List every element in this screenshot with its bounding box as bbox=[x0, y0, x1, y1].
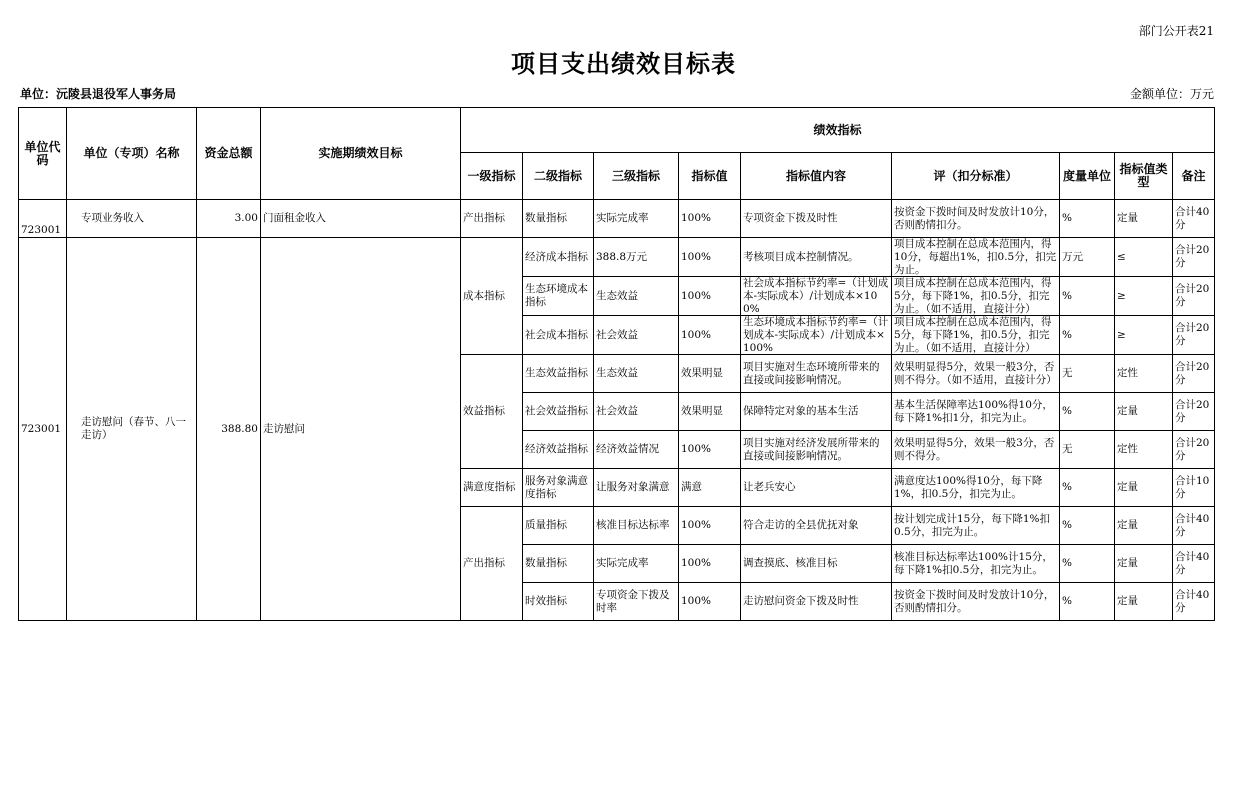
cell-level3: 生态效益 bbox=[594, 355, 679, 393]
cell-remark: 合计40分 bbox=[1173, 507, 1215, 545]
cell-content: 项目实施对生态环境所带来的直接或间接影响情况。 bbox=[741, 355, 892, 393]
cell-measure-unit: 万元 bbox=[1060, 238, 1115, 277]
cell-value-type: 定量 bbox=[1115, 200, 1173, 238]
cell-level1: 满意度指标 bbox=[461, 469, 523, 507]
header-level1: 一级指标 bbox=[461, 153, 523, 200]
unit-label: 单位：沅陵县退役军人事务局 bbox=[20, 87, 177, 101]
cell-value: 效果明显 bbox=[679, 393, 741, 431]
header-indicators: 绩效指标 bbox=[461, 108, 1215, 153]
cell-content bbox=[741, 316, 892, 355]
cell-content: 让老兵安心 bbox=[741, 469, 892, 507]
cell-level2: 社会效益指标 bbox=[523, 393, 594, 431]
cell-value: 100% bbox=[679, 545, 741, 583]
content-text: 社会成本指标节约率=（计划成本-实际成本）/计划成本×100% bbox=[743, 277, 889, 315]
header-level3: 三级指标 bbox=[594, 153, 679, 200]
cell-level3: 388.8万元 bbox=[594, 238, 679, 277]
cell-criteria: 基本生活保障率达100%得10分，每下降1%扣1分，扣完为止。 bbox=[892, 393, 1060, 431]
cell-content: 项目实施对经济发展所带来的直接或间接影响情况。 bbox=[741, 431, 892, 469]
cell-criteria: 核准目标达标率达100%计15分，每下降1%扣0.5分，扣完为止。 bbox=[892, 545, 1060, 583]
cell-value-type: 定量 bbox=[1115, 393, 1173, 431]
cell-remark: 合计20分 bbox=[1173, 316, 1215, 355]
cell-level2: 数量指标 bbox=[523, 200, 594, 238]
cell-level1: 成本指标 bbox=[461, 238, 523, 355]
cell-unit-code: 723001 bbox=[19, 200, 67, 238]
header-project-name: 单位（专项）名称 bbox=[67, 108, 197, 200]
cell-level2: 服务对象满意度指标 bbox=[523, 469, 594, 507]
cell-value: 100% bbox=[679, 507, 741, 545]
cell-measure-unit: 无 bbox=[1060, 431, 1115, 469]
criteria-text: 项目成本控制在总成本范围内，得5分，每下降1%，扣0.5分，扣完为止。（如不适用，直接计分） bbox=[894, 316, 1052, 354]
cell-criteria: 按资金下拨时间及时发放计10分，否则酌情扣分。 bbox=[892, 200, 1060, 238]
cell-content: 调查摸底、核准目标 bbox=[741, 545, 892, 583]
criteria-text: 项目成本控制在总成本范围内，得10分，每超出1%，扣0.5分，扣完为止。 bbox=[894, 238, 1057, 276]
header-criteria: 评（扣分标准） bbox=[892, 153, 1060, 200]
cell-remark: 合计40分 bbox=[1173, 583, 1215, 621]
cell-level1: 产出指标 bbox=[461, 507, 523, 621]
cell-value-type: ≥ bbox=[1115, 316, 1173, 355]
cell-level2: 经济成本指标 bbox=[523, 238, 594, 277]
cell-content: 考核项目成本控制情况。 bbox=[741, 238, 892, 277]
cell-content bbox=[741, 277, 892, 316]
page-title: 项目支出绩效目标表 bbox=[511, 50, 736, 78]
cell-criteria bbox=[892, 316, 1060, 355]
cell-remark: 合计40分 bbox=[1173, 545, 1215, 583]
header-goal: 实施期绩效目标 bbox=[261, 108, 461, 200]
table-number-label: 部门公开表21 bbox=[1138, 24, 1214, 38]
table-row bbox=[19, 200, 1215, 238]
header-content: 指标值内容 bbox=[741, 153, 892, 200]
cell-measure-unit: % bbox=[1060, 507, 1115, 545]
cell-remark: 合计20分 bbox=[1173, 355, 1215, 393]
cell-level2: 时效指标 bbox=[523, 583, 594, 621]
cell-value: 满意 bbox=[679, 469, 741, 507]
cell-project-name: 专项业务收入 bbox=[67, 200, 197, 238]
cell-level3: 核准目标达标率 bbox=[594, 507, 679, 545]
cell-measure-unit: % bbox=[1060, 316, 1115, 355]
cell-level3: 经济效益情况 bbox=[594, 431, 679, 469]
cell-level2: 质量指标 bbox=[523, 507, 594, 545]
cell-level2: 生态效益指标 bbox=[523, 355, 594, 393]
cell-value: 100% bbox=[679, 200, 741, 238]
cell-value: 效果明显 bbox=[679, 355, 741, 393]
amount-unit-label: 金额单位：万元 bbox=[1129, 87, 1214, 101]
cell-value: 100% bbox=[679, 277, 741, 316]
cell-level2: 社会成本指标 bbox=[523, 316, 594, 355]
cell-value-type: 定量 bbox=[1115, 507, 1173, 545]
cell-level3: 专项资金下拨及时率 bbox=[594, 583, 679, 621]
header-total-funds: 资金总额 bbox=[197, 108, 261, 200]
cell-level3: 让服务对象满意 bbox=[594, 469, 679, 507]
cell-criteria bbox=[892, 355, 1060, 393]
cell-value-type: 定量 bbox=[1115, 545, 1173, 583]
cell-measure-unit: 无 bbox=[1060, 355, 1115, 393]
cell-level3: 生态效益 bbox=[594, 277, 679, 316]
performance-goal-table bbox=[18, 107, 1215, 621]
cell-value-type: ≤ bbox=[1115, 238, 1173, 277]
cell-level2: 数量指标 bbox=[523, 545, 594, 583]
cell-measure-unit: % bbox=[1060, 469, 1115, 507]
cell-content: 专项资金下拨及时性 bbox=[741, 200, 892, 238]
cell-remark: 合计20分 bbox=[1173, 393, 1215, 431]
cell-measure-unit: % bbox=[1060, 545, 1115, 583]
cell-level2: 经济效益指标 bbox=[523, 431, 594, 469]
criteria-text: 项目成本控制在总成本范围内，得5分，每下降1%，扣0.5分，扣完为止。（如不适用，直接计分） bbox=[894, 277, 1052, 315]
header-unit-code: 单位代码 bbox=[19, 108, 67, 200]
content-text: 生态环境成本指标节约率=（计划成本-实际成本）/计划成本×100% bbox=[743, 316, 889, 354]
cell-criteria bbox=[892, 277, 1060, 316]
cell-level3: 实际完成率 bbox=[594, 200, 679, 238]
cell-content: 走访慰问资金下拨及时性 bbox=[741, 583, 892, 621]
cell-value: 100% bbox=[679, 583, 741, 621]
cell-criteria bbox=[892, 238, 1060, 277]
cell-level3: 社会效益 bbox=[594, 393, 679, 431]
table-row bbox=[19, 238, 1215, 277]
header-remark: 备注 bbox=[1173, 153, 1215, 200]
cell-level2: 生态环境成本指标 bbox=[523, 277, 594, 316]
header-value: 指标值 bbox=[679, 153, 741, 200]
cell-content: 保障特定对象的基本生活 bbox=[741, 393, 892, 431]
cell-value-type: 定量 bbox=[1115, 583, 1173, 621]
cell-level3: 社会效益 bbox=[594, 316, 679, 355]
header-level2: 二级指标 bbox=[523, 153, 594, 200]
cell-measure-unit: % bbox=[1060, 583, 1115, 621]
cell-remark: 合计10分 bbox=[1173, 469, 1215, 507]
cell-measure-unit: % bbox=[1060, 200, 1115, 238]
cell-value-type: 定性 bbox=[1115, 355, 1173, 393]
cell-criteria: 按计划完成计15分，每下降1%扣0.5分，扣完为止。 bbox=[892, 507, 1060, 545]
cell-project-name: 走访慰问（春节、八一走访） bbox=[67, 238, 197, 621]
cell-remark: 合计20分 bbox=[1173, 238, 1215, 277]
cell-criteria: 按资金下拨时间及时发放计10分，否则酌情扣分。 bbox=[892, 583, 1060, 621]
cell-value: 100% bbox=[679, 431, 741, 469]
cell-content: 符合走访的全县优抚对象 bbox=[741, 507, 892, 545]
cell-level3: 实际完成率 bbox=[594, 545, 679, 583]
header-measure-unit: 度量单位 bbox=[1060, 153, 1115, 200]
cell-criteria: 满意度达100%得10分，每下降1%，扣0.5分，扣完为止。 bbox=[892, 469, 1060, 507]
cell-value-type: ≥ bbox=[1115, 277, 1173, 316]
cell-remark: 合计40分 bbox=[1173, 200, 1215, 238]
cell-total-funds: 3.00 bbox=[197, 200, 261, 238]
cell-remark: 合计20分 bbox=[1173, 431, 1215, 469]
cell-total-funds: 388.80 bbox=[197, 238, 261, 621]
cell-criteria: 效果明显得5分，效果一般3分，否则不得分。 bbox=[892, 431, 1060, 469]
header-value-type: 指标值类型 bbox=[1115, 153, 1173, 200]
cell-goal: 走访慰问 bbox=[261, 238, 461, 621]
cell-value-type: 定量 bbox=[1115, 469, 1173, 507]
cell-remark: 合计20分 bbox=[1173, 277, 1215, 316]
cell-measure-unit: % bbox=[1060, 277, 1115, 316]
cell-measure-unit: % bbox=[1060, 393, 1115, 431]
cell-value-type: 定性 bbox=[1115, 431, 1173, 469]
cell-value: 100% bbox=[679, 316, 741, 355]
cell-goal: 门面租金收入 bbox=[261, 200, 461, 238]
cell-level1: 产出指标 bbox=[461, 200, 523, 238]
cell-unit-code: 723001 bbox=[19, 238, 67, 621]
cell-value: 100% bbox=[679, 238, 741, 277]
cell-level1: 效益指标 bbox=[461, 355, 523, 469]
criteria-text: 效果明显得5分，效果一般3分，否则不得分。（如不适用，直接计分） bbox=[894, 360, 1057, 386]
